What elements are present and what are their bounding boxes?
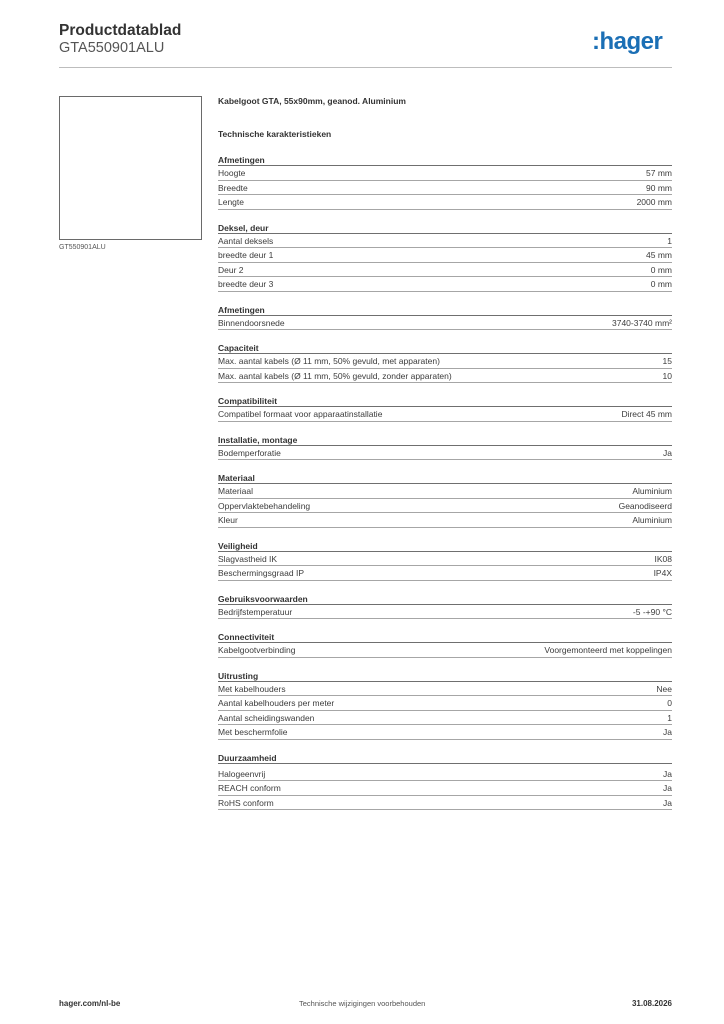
spec-content (218, 96, 672, 810)
spec-row (218, 248, 672, 263)
spec-row (218, 407, 672, 422)
spec-label: Aantal kabelhouders per meter (218, 698, 335, 708)
spec-section (218, 472, 672, 528)
spec-rows (218, 234, 672, 292)
section-title: Installatie, montage (218, 434, 672, 446)
spec-rows (218, 446, 672, 461)
spec-section (218, 342, 672, 383)
product-code: GTA550901ALU (59, 40, 165, 56)
footer-notice: Technische wijzigingen voorbehouden (299, 999, 426, 1008)
spec-label: Compatibel formaat voor apparaatinstallatie (218, 409, 383, 419)
spec-rows (218, 354, 672, 383)
page-title: Productdatablad (59, 22, 182, 39)
spec-label: Bodemperforatie (218, 447, 281, 458)
spec-label: Aantal deksels (218, 235, 274, 246)
spec-row (218, 552, 672, 567)
spec-section (218, 154, 672, 210)
spec-value: IP4X (653, 568, 672, 578)
footer-website[interactable]: hager.com/nl-be (59, 999, 121, 1008)
spec-row (218, 513, 672, 528)
spec-value: 0 (667, 698, 672, 708)
spec-row (218, 369, 672, 384)
spec-value: Aluminium (632, 515, 672, 525)
section-title: Gebruiksvoorwaarden (218, 593, 672, 605)
spec-label: Oppervlaktebehandeling (218, 500, 311, 511)
section-title: Uitrusting (218, 670, 672, 682)
spec-row (218, 696, 672, 711)
spec-row (218, 195, 672, 210)
spec-label: Max. aantal kabels (Ø 11 mm, 50% gevuld, met apparaten) (218, 356, 440, 366)
spec-value: 1 (667, 712, 672, 723)
spec-label: Kleur (218, 515, 238, 525)
spec-label: Met kabelhouders (218, 683, 286, 694)
spec-label: Deur 2 (218, 264, 244, 275)
spec-row (218, 446, 672, 461)
spec-value: 1 (667, 235, 672, 246)
spec-label: Binnendoorsnede (218, 317, 285, 328)
spec-row (218, 643, 672, 658)
spec-section (218, 222, 672, 292)
footer-date: 31.08.2026 (631, 999, 672, 1008)
spec-row (218, 234, 672, 249)
spec-value: Ja (663, 783, 672, 793)
spec-rows (218, 643, 672, 658)
spec-label: Slagvastheid IK (218, 553, 278, 564)
section-title: Capaciteit (218, 342, 672, 354)
spec-section (218, 670, 672, 740)
spec-value: Geanodiseerd (618, 500, 672, 511)
spec-label: Met beschermfolie (218, 727, 288, 737)
spec-label: breedte deur 1 (218, 250, 274, 260)
spec-label: Beschermingsgraad IP (218, 568, 304, 578)
spec-value: 0 mm (650, 279, 672, 289)
spec-label: Aantal scheidingswanden (218, 712, 315, 723)
spec-value: Direct 45 mm (621, 409, 672, 419)
spec-section (218, 593, 672, 620)
section-title: Materiaal (218, 472, 672, 484)
spec-rows (218, 552, 672, 581)
spec-row (218, 605, 672, 620)
spec-rows (218, 166, 672, 210)
spec-row (218, 316, 672, 331)
spec-row (218, 484, 672, 499)
spec-row (218, 181, 672, 196)
spec-value: Aluminium (632, 486, 672, 496)
spec-rows (218, 316, 672, 331)
spec-row (218, 499, 672, 514)
spec-row (218, 354, 672, 369)
spec-section (218, 631, 672, 658)
spec-section (218, 540, 672, 581)
spec-row (218, 767, 672, 782)
product-title: Kabelgoot GTA, 55x90mm, geanod. Aluminium (218, 96, 406, 106)
section-title: Deksel, deur (218, 222, 672, 234)
spec-sections (218, 154, 672, 810)
spec-label: breedte deur 3 (218, 279, 274, 289)
spec-label: Bedrijfstemperatuur (218, 606, 293, 617)
product-image (59, 96, 202, 240)
spec-value: 0 mm (650, 264, 672, 275)
spec-rows (218, 605, 672, 620)
spec-value: 10 (662, 370, 672, 381)
spec-label: Lengte (218, 197, 244, 207)
spec-rows (218, 407, 672, 422)
section-title: Connectiviteit (218, 631, 672, 643)
spec-section (218, 304, 672, 331)
spec-rows (218, 484, 672, 528)
spec-value: 15 (662, 356, 672, 366)
spec-value: 3740-3740 mm² (611, 317, 672, 328)
spec-row (218, 566, 672, 581)
spec-value: Ja (663, 447, 672, 458)
spec-label: Breedte (218, 182, 248, 193)
spec-section (218, 395, 672, 422)
spec-row (218, 725, 672, 740)
spec-rows (218, 682, 672, 740)
spec-row (218, 263, 672, 278)
spec-row (218, 796, 672, 811)
spec-value: 57 mm (646, 168, 672, 178)
image-caption: GT550901ALU (59, 244, 106, 251)
spec-value: Nee (656, 683, 672, 694)
spec-value: IK08 (654, 553, 672, 564)
spec-section (218, 434, 672, 461)
spec-label: Materiaal (218, 486, 253, 496)
spec-row (218, 166, 672, 181)
svg-text::hager: :hager (592, 28, 663, 55)
section-title: Compatibiliteit (218, 395, 672, 407)
spec-value: -5 -+90 °C (632, 606, 672, 617)
header-divider (59, 67, 672, 68)
section-title: Veiligheid (218, 540, 672, 552)
spec-value: Ja (663, 727, 672, 737)
section-title: Afmetingen (218, 154, 672, 166)
spec-label: RoHS conform (218, 797, 274, 808)
section-title: Duurzaamheid (218, 752, 672, 764)
spec-value: 45 mm (646, 250, 672, 260)
spec-section (218, 752, 672, 811)
section-title: Afmetingen (218, 304, 672, 316)
tech-characteristics-heading: Technische karakteristieken (218, 129, 332, 139)
spec-rows (218, 767, 672, 811)
spec-row (218, 682, 672, 697)
spec-label: REACH conform (218, 783, 281, 793)
spec-row (218, 781, 672, 796)
spec-label: Kabelgootverbinding (218, 645, 296, 655)
spec-value: 2000 mm (636, 197, 672, 207)
spec-value: Ja (663, 768, 672, 779)
spec-row (218, 711, 672, 726)
spec-row (218, 277, 672, 292)
spec-value: Voorgemonteerd met koppelingen (544, 645, 672, 655)
spec-value: Ja (663, 797, 672, 808)
spec-value: 90 mm (646, 182, 672, 193)
spec-label: Max. aantal kabels (Ø 11 mm, 50% gevuld, zonder apparaten) (218, 370, 452, 381)
spec-label: Hoogte (218, 168, 246, 178)
hager-logo (592, 28, 676, 56)
spec-label: Halogeenvrij (218, 768, 266, 779)
